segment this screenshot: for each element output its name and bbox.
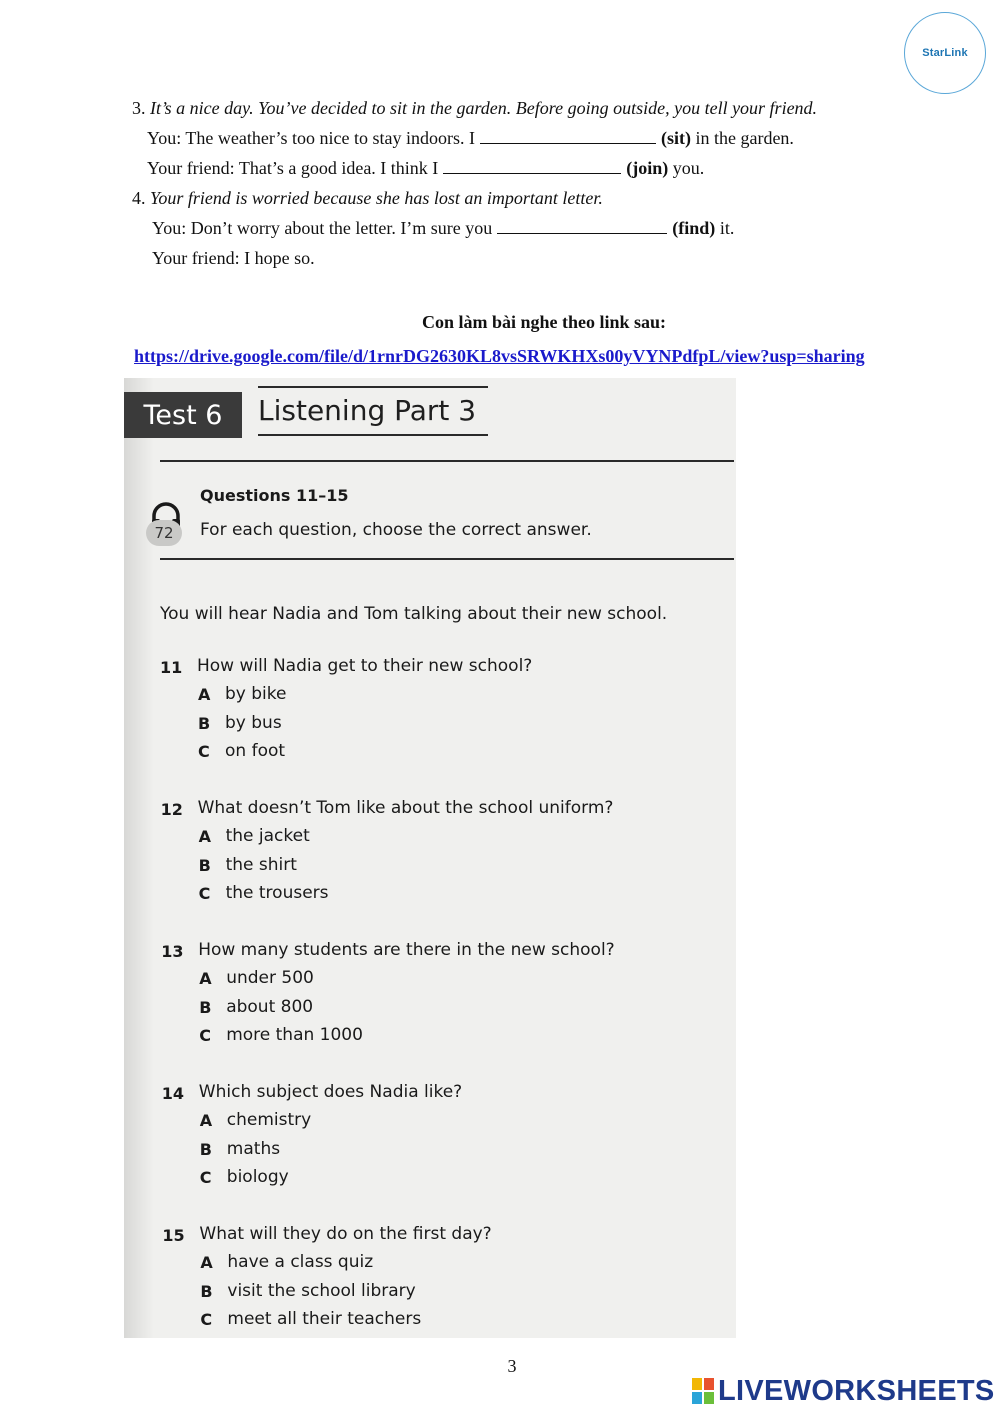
option-text[interactable]: visit the school library bbox=[227, 1280, 416, 1301]
section-rule-top bbox=[160, 460, 734, 462]
option-text[interactable]: by bike bbox=[225, 684, 287, 704]
option-text[interactable]: about 800 bbox=[226, 996, 314, 1017]
question-number: 14 bbox=[161, 1084, 185, 1103]
starlink-logo bbox=[904, 12, 986, 94]
item3-you-text: You: The weather’s too nice to stay indoors. I bbox=[147, 128, 475, 148]
option-letter: A bbox=[199, 1111, 213, 1130]
item3-prompt-text: It’s a nice day. You’ve decided to sit in the garden. Before going outside, you tell your friend. bbox=[150, 98, 818, 118]
item4-friend-line: Your friend: I hope so. bbox=[152, 248, 315, 268]
item3-number: 3. bbox=[132, 98, 146, 118]
item3-friend-blank[interactable] bbox=[443, 157, 621, 174]
section-rule-bottom bbox=[160, 558, 734, 560]
option-letter: B bbox=[199, 997, 212, 1017]
item4-you-blank[interactable] bbox=[497, 217, 667, 234]
liveworksheets-logo bbox=[692, 1374, 995, 1408]
item3-you-verb: (sit) bbox=[660, 128, 691, 148]
listening-intro: You will hear Nadia and Tom talking about their new school. bbox=[160, 604, 668, 624]
questions-heading: Questions 11–15 bbox=[200, 486, 349, 505]
option-text[interactable]: the shirt bbox=[225, 854, 297, 875]
liveworksheets-icon bbox=[692, 1378, 714, 1404]
scanned-test-page bbox=[124, 378, 736, 1338]
item3-you-blank[interactable] bbox=[480, 127, 656, 144]
option-letter: B bbox=[198, 713, 211, 733]
track-number: 72 bbox=[146, 520, 182, 546]
option-letter: C bbox=[198, 742, 210, 761]
item4-you-post: it. bbox=[719, 218, 735, 238]
item4-you-line bbox=[152, 216, 734, 240]
option-text[interactable]: by bus bbox=[225, 712, 282, 733]
option-letter: A bbox=[198, 685, 211, 704]
option-letter: C bbox=[199, 1168, 212, 1187]
option-letter: C bbox=[199, 1026, 211, 1045]
title-rule-top bbox=[258, 386, 488, 388]
option-text[interactable]: under 500 bbox=[226, 968, 314, 988]
item3-friend-post: you. bbox=[672, 158, 705, 178]
item4-number: 4. bbox=[132, 188, 146, 208]
listening-heading: Con làm bài nghe theo link sau: bbox=[421, 312, 667, 332]
item3-you-line bbox=[147, 126, 794, 150]
test-label: Test 6 bbox=[124, 392, 242, 438]
item4-prompt bbox=[132, 186, 603, 210]
question-text: What will they do on the first day? bbox=[199, 1224, 492, 1244]
audio-link[interactable]: https://drive.google.com/file/d/1rnrDG2630KL8vsSRWKHXs00yVYNPdfpL/view?usp=sharing bbox=[134, 346, 865, 366]
item4-you-text: You: Don’t worry about the letter. I’m sure you bbox=[152, 218, 493, 238]
option-text[interactable]: have a class quiz bbox=[227, 1252, 374, 1272]
option-letter: C bbox=[200, 1310, 213, 1329]
option-letter: A bbox=[198, 827, 211, 846]
option-letter: B bbox=[198, 855, 211, 875]
question-number: 11 bbox=[160, 658, 183, 677]
instruction: For each question, choose the correct answer. bbox=[200, 520, 592, 540]
option-text[interactable]: more than 1000 bbox=[226, 1025, 363, 1045]
question-text: What doesn’t Tom like about the school uniform? bbox=[197, 798, 614, 818]
question-number: 13 bbox=[161, 942, 184, 961]
item4-prompt-text: Your friend is worried because she has lost an important letter. bbox=[150, 188, 603, 208]
title-rule-bottom bbox=[258, 434, 488, 436]
option-letter: C bbox=[198, 884, 211, 903]
option-letter: B bbox=[200, 1281, 213, 1301]
item3-friend-line bbox=[147, 156, 704, 180]
logo-text: StarLink bbox=[922, 47, 968, 59]
option-text[interactable]: maths bbox=[226, 1138, 281, 1159]
option-text[interactable]: chemistry bbox=[226, 1110, 312, 1130]
question-text: Which subject does Nadia like? bbox=[198, 1082, 463, 1102]
option-text[interactable]: meet all their teachers bbox=[227, 1309, 422, 1329]
liveworksheets-text: LIVEWORKSHEETS bbox=[718, 1374, 995, 1407]
option-text[interactable]: the trousers bbox=[225, 883, 329, 903]
part-title: Listening Part 3 bbox=[258, 394, 477, 427]
option-text[interactable]: on foot bbox=[225, 741, 286, 761]
option-letter: A bbox=[199, 969, 212, 988]
option-text[interactable]: the jacket bbox=[225, 826, 310, 846]
question-number: 12 bbox=[160, 800, 183, 819]
option-text[interactable]: biology bbox=[226, 1167, 289, 1187]
item4-you-verb: (find) bbox=[672, 218, 716, 238]
option-letter: B bbox=[199, 1139, 212, 1159]
item3-prompt bbox=[132, 96, 817, 120]
item3-friend-verb: (join) bbox=[626, 158, 669, 178]
item3-friend-text: Your friend: That’s a good idea. I think I bbox=[147, 158, 439, 178]
option-letter: A bbox=[200, 1253, 213, 1272]
question-text: How many students are there in the new school? bbox=[198, 940, 615, 960]
question-number: 15 bbox=[162, 1226, 185, 1245]
page-number: 3 bbox=[507, 1356, 517, 1376]
item3-you-post: in the garden. bbox=[695, 128, 794, 148]
question-text: How will Nadia get to their new school? bbox=[197, 656, 533, 676]
